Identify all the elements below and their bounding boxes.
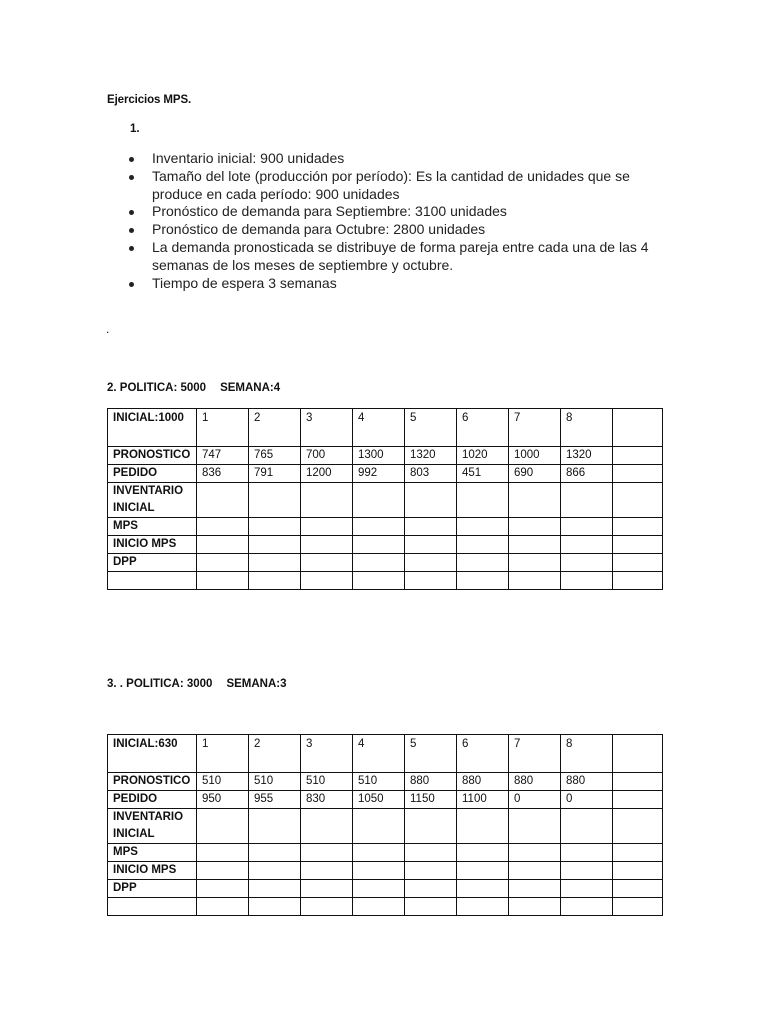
table-cell: 880 xyxy=(509,773,561,791)
table-cell xyxy=(249,536,301,554)
table-cell xyxy=(405,898,457,916)
table-cell xyxy=(197,844,249,862)
table-cell xyxy=(405,862,457,880)
bullet-item: La demanda pronosticada se distribuye de forma pareja entre cada una de las 4 semanas de los meses de septiembre y octubre. xyxy=(128,239,668,275)
table-cell: 1 xyxy=(197,735,249,773)
table-cell: 7 xyxy=(509,409,561,447)
table-cell xyxy=(613,809,663,844)
bullet-icon xyxy=(129,282,134,287)
row-label-cell: DPP xyxy=(108,554,197,572)
bullet-icon xyxy=(129,210,134,215)
table-cell xyxy=(509,809,561,844)
table-cell: 791 xyxy=(249,465,301,483)
table-cell xyxy=(509,572,561,590)
table-row xyxy=(108,809,663,844)
table-cell xyxy=(197,536,249,554)
table-cell xyxy=(301,518,353,536)
table-cell: 880 xyxy=(457,773,509,791)
table-cell: 690 xyxy=(509,465,561,483)
table-cell xyxy=(509,844,561,862)
section-title-3: 3. . POLITICA: 3000 SEMANA:3 xyxy=(107,678,287,690)
table-row xyxy=(108,536,663,554)
table-cell xyxy=(197,862,249,880)
table-cell xyxy=(197,880,249,898)
table-cell xyxy=(249,880,301,898)
bullet-item: Inventario inicial: 900 unidades xyxy=(128,150,668,168)
table-cell xyxy=(561,483,613,518)
section-title-2: 2. POLITICA: 5000 SEMANA:4 xyxy=(107,382,281,394)
table-cell xyxy=(301,844,353,862)
row-label-cell: INICIAL:630 xyxy=(108,735,197,773)
table-row xyxy=(108,483,663,518)
table-cell xyxy=(301,554,353,572)
table-cell: 700 xyxy=(301,447,353,465)
row-label-cell: INVENTARIO INICIAL xyxy=(108,809,197,844)
table-cell xyxy=(561,880,613,898)
table-cell xyxy=(353,518,405,536)
table-cell xyxy=(249,898,301,916)
table-cell xyxy=(613,880,663,898)
table-cell xyxy=(301,483,353,518)
mps-table-3 xyxy=(107,734,663,916)
table-cell xyxy=(457,880,509,898)
table-row xyxy=(108,518,663,536)
table-cell xyxy=(405,809,457,844)
bullet-item: Pronóstico de demanda para Octubre: 2800 unidades xyxy=(128,221,668,239)
table-cell xyxy=(405,518,457,536)
table-cell xyxy=(509,518,561,536)
table-cell: 1020 xyxy=(457,447,509,465)
table-cell xyxy=(197,518,249,536)
table-cell xyxy=(613,554,663,572)
table-cell: 1300 xyxy=(353,447,405,465)
table-cell xyxy=(301,809,353,844)
bullet-item: Tamaño del lote (producción por período): Es la cantidad de unidades que se produce en cada período: 900 unidades xyxy=(128,168,668,204)
table-cell: 4 xyxy=(353,409,405,447)
row-label-cell: DPP xyxy=(108,880,197,898)
row-label-cell: INVENTARIO INICIAL xyxy=(108,483,197,518)
table-cell xyxy=(457,572,509,590)
table-row xyxy=(108,465,663,483)
bullet-icon xyxy=(129,228,134,233)
table-cell xyxy=(249,518,301,536)
table-cell xyxy=(613,862,663,880)
table-cell xyxy=(457,554,509,572)
table-cell: 1320 xyxy=(561,447,613,465)
table-row xyxy=(108,880,663,898)
table-cell: 836 xyxy=(197,465,249,483)
table-cell: 1100 xyxy=(457,791,509,809)
bullet-icon xyxy=(129,175,134,180)
table-cell xyxy=(301,862,353,880)
table-cell xyxy=(405,880,457,898)
row-label-cell: MPS xyxy=(108,844,197,862)
table-row xyxy=(108,791,663,809)
document-heading: Ejercicios MPS. xyxy=(107,94,192,106)
table-cell xyxy=(509,862,561,880)
table-cell xyxy=(353,898,405,916)
table-cell xyxy=(457,844,509,862)
table-cell xyxy=(457,862,509,880)
table-cell: 0 xyxy=(509,791,561,809)
table-cell xyxy=(613,898,663,916)
table-cell xyxy=(249,554,301,572)
table-cell xyxy=(197,809,249,844)
row-label-cell: PRONOSTICO xyxy=(108,773,197,791)
table-cell xyxy=(613,518,663,536)
table-cell xyxy=(613,773,663,791)
table-cell: 830 xyxy=(301,791,353,809)
table-cell: 765 xyxy=(249,447,301,465)
table-cell xyxy=(197,554,249,572)
table-cell: 747 xyxy=(197,447,249,465)
table-cell: 950 xyxy=(197,791,249,809)
bullet-list xyxy=(128,150,668,292)
table-cell xyxy=(405,483,457,518)
row-label-cell: PEDIDO xyxy=(108,791,197,809)
mps-table-2 xyxy=(107,408,663,590)
table-cell xyxy=(509,898,561,916)
table-cell xyxy=(249,483,301,518)
table-cell: 2 xyxy=(249,409,301,447)
table-cell xyxy=(197,572,249,590)
table-cell: 451 xyxy=(457,465,509,483)
table-cell xyxy=(613,465,663,483)
table-cell: 803 xyxy=(405,465,457,483)
table-cell: 510 xyxy=(249,773,301,791)
table-cell: 992 xyxy=(353,465,405,483)
table-cell xyxy=(301,898,353,916)
table-cell: 955 xyxy=(249,791,301,809)
table-cell xyxy=(353,483,405,518)
table-cell xyxy=(457,898,509,916)
bullet-icon xyxy=(129,246,134,251)
table-cell xyxy=(405,536,457,554)
table-cell xyxy=(509,536,561,554)
table-cell: 2 xyxy=(249,735,301,773)
table-cell: 1150 xyxy=(405,791,457,809)
table-cell xyxy=(197,483,249,518)
table-cell xyxy=(561,898,613,916)
table-cell: 8 xyxy=(561,409,613,447)
table-cell xyxy=(561,518,613,536)
table-row xyxy=(108,773,663,791)
table-cell: 510 xyxy=(301,773,353,791)
table-cell xyxy=(301,536,353,554)
table-cell xyxy=(613,409,663,447)
table-cell: 8 xyxy=(561,735,613,773)
table-cell xyxy=(301,880,353,898)
table-cell xyxy=(353,809,405,844)
table-row xyxy=(108,554,663,572)
table-cell xyxy=(457,809,509,844)
row-label-cell: INICIO MPS xyxy=(108,536,197,554)
table-cell xyxy=(561,572,613,590)
table-header-row xyxy=(108,409,663,447)
row-label-cell: PEDIDO xyxy=(108,465,197,483)
table-header-row xyxy=(108,735,663,773)
table-cell xyxy=(509,880,561,898)
table-cell: 5 xyxy=(405,735,457,773)
bullet-item: Pronóstico de demanda para Septiembre: 3100 unidades xyxy=(128,203,668,221)
table-cell xyxy=(405,844,457,862)
row-label-cell: MPS xyxy=(108,518,197,536)
table-cell xyxy=(561,554,613,572)
table-row xyxy=(108,447,663,465)
table-cell xyxy=(613,572,663,590)
table-row xyxy=(108,572,663,590)
table-cell xyxy=(613,735,663,773)
item-number: 1. xyxy=(130,123,140,135)
table-cell xyxy=(509,554,561,572)
table-cell: 510 xyxy=(197,773,249,791)
table-cell: 1200 xyxy=(301,465,353,483)
table-cell xyxy=(405,554,457,572)
table-cell: 510 xyxy=(353,773,405,791)
table-cell xyxy=(613,791,663,809)
table-cell xyxy=(353,862,405,880)
table-cell: 1000 xyxy=(509,447,561,465)
table-cell: 1050 xyxy=(353,791,405,809)
table-cell xyxy=(613,536,663,554)
table-cell: 4 xyxy=(353,735,405,773)
table-cell: 0 xyxy=(561,791,613,809)
table-cell xyxy=(457,536,509,554)
table-cell xyxy=(249,862,301,880)
table-row xyxy=(108,898,663,916)
table-cell xyxy=(353,536,405,554)
row-label-cell xyxy=(108,572,197,590)
table-cell xyxy=(301,572,353,590)
table-cell xyxy=(561,862,613,880)
table-row xyxy=(108,844,663,862)
table-cell xyxy=(249,572,301,590)
table-cell xyxy=(197,898,249,916)
table-cell xyxy=(405,572,457,590)
table-cell: 3 xyxy=(301,735,353,773)
table-cell xyxy=(613,447,663,465)
table-cell xyxy=(613,844,663,862)
table-cell: 1320 xyxy=(405,447,457,465)
bullet-item: Tiempo de espera 3 semanas xyxy=(128,275,668,293)
row-label-cell: PRONOSTICO xyxy=(108,447,197,465)
table-cell: 880 xyxy=(561,773,613,791)
table-cell xyxy=(353,572,405,590)
table-cell: 3 xyxy=(301,409,353,447)
table-cell xyxy=(353,554,405,572)
table-cell xyxy=(249,809,301,844)
bullet-icon xyxy=(129,157,134,162)
table-cell xyxy=(561,809,613,844)
table-cell: 7 xyxy=(509,735,561,773)
row-label-cell: INICIO MPS xyxy=(108,862,197,880)
table-cell xyxy=(353,844,405,862)
table-cell: 5 xyxy=(405,409,457,447)
table-cell: 6 xyxy=(457,735,509,773)
table-cell xyxy=(249,844,301,862)
table-cell xyxy=(457,483,509,518)
table-cell: 1 xyxy=(197,409,249,447)
stray-mark: . xyxy=(106,322,110,336)
table-cell xyxy=(561,536,613,554)
table-cell xyxy=(457,518,509,536)
table-row xyxy=(108,862,663,880)
row-label-cell: INICIAL:1000 xyxy=(108,409,197,447)
table-cell: 6 xyxy=(457,409,509,447)
table-cell xyxy=(509,483,561,518)
table-cell xyxy=(613,483,663,518)
row-label-cell xyxy=(108,898,197,916)
table-cell xyxy=(561,844,613,862)
table-cell: 866 xyxy=(561,465,613,483)
table-cell xyxy=(353,880,405,898)
table-cell: 880 xyxy=(405,773,457,791)
